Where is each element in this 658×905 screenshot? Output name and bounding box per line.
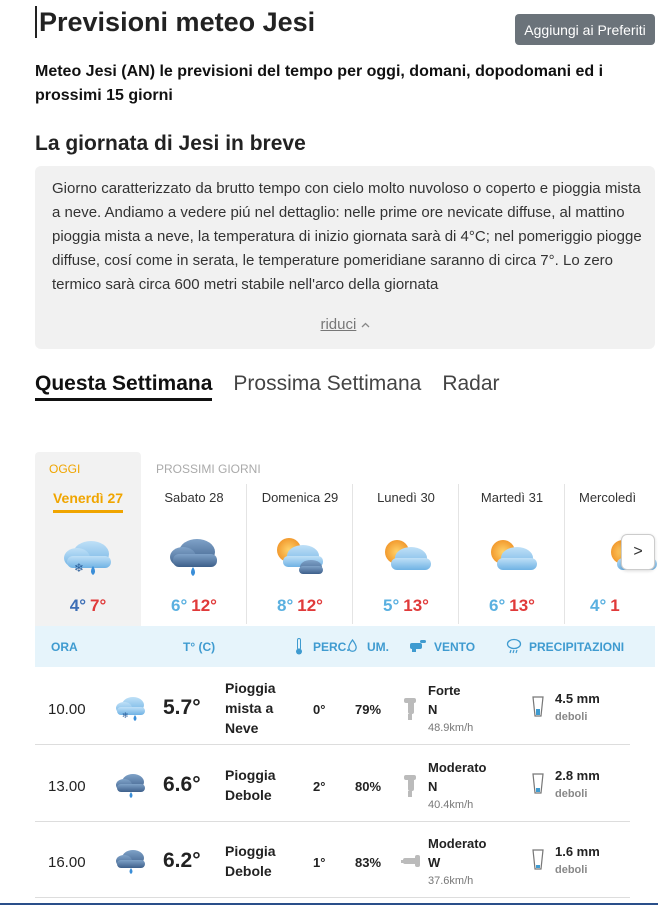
svg-text:❄: ❄ xyxy=(74,561,85,575)
wind-icon xyxy=(410,639,428,653)
brief-text: Giorno caratterizzato da brutto tempo con cielo molto nuvoloso o coperto e pioggia mista a neve. Andiamo a vedere piú nel dettaglio: nelle prime ore nevicate diffuse, al mattino pioggia mista a neve, la temperatura di inizio giornata sarà di 4°C; nel pomeriggio piogge diffuse, cosí come in serata, le temperature pomeridiane saranno di circa 7°. Lo zero termico sarà circa 600 metri stabile nell'arco della giornata xyxy=(52,180,642,293)
page-title: Previsioni meteo Jesi xyxy=(35,6,315,38)
forecast-table-header xyxy=(35,626,655,667)
day-min-temp: 8° xyxy=(277,596,294,615)
sun-clouds-icon xyxy=(269,530,331,582)
day-name: Martedì 31 xyxy=(480,490,544,505)
cloud-rain-icon xyxy=(113,846,149,876)
thermometer-icon xyxy=(295,638,303,655)
sun-cloud-icon xyxy=(481,530,543,582)
row-precipitation: 1.6 mm deboli xyxy=(555,844,600,876)
page-subtitle: Meteo Jesi (AN) le previsioni del tempo per oggi, domani, dopodomani ed i prossimi 15 giorni xyxy=(35,63,604,104)
tab-prossima-settimana[interactable]: Prossima Settimana xyxy=(233,372,422,395)
row-humidity: 83% xyxy=(355,855,382,870)
add-favorites-button[interactable]: Aggiungi ai Preferiti xyxy=(515,14,655,45)
day-card[interactable] xyxy=(141,484,247,627)
row-hour: 16.00 xyxy=(48,854,86,871)
day-min-temp: 5° xyxy=(383,596,400,615)
brief-heading: La giornata di Jesi in breve xyxy=(35,132,306,155)
day-name: Domenica 29 xyxy=(261,490,339,505)
day-name: Venerdì 27 xyxy=(53,490,123,513)
day-min-temp: 6° xyxy=(171,596,188,615)
row-temperature: 6.6° xyxy=(163,773,201,796)
row-hour: 13.00 xyxy=(48,778,86,795)
collapse-link-label[interactable]: riduci xyxy=(320,316,357,333)
day-max-temp: 13° xyxy=(403,596,429,615)
day-name: Sabato 28 xyxy=(164,490,224,505)
row-temperature: 5.7° xyxy=(163,696,201,719)
day-max-temp: 13° xyxy=(509,596,535,615)
week-tabs xyxy=(35,372,521,401)
row-description: Pioggia Debole xyxy=(225,767,276,803)
row-wind: Moderato N 40.4km/h xyxy=(428,760,487,811)
sun-cloud-icon xyxy=(375,530,437,582)
chevron-up-icon xyxy=(361,322,370,328)
brief-box xyxy=(35,166,655,349)
next-days-arrow-button[interactable]: > xyxy=(621,534,655,570)
rain-gauge-icon xyxy=(531,773,545,797)
table-row xyxy=(35,671,630,745)
cloud-snow-rain-icon xyxy=(57,530,119,582)
wind-direction-icon xyxy=(401,852,423,870)
rain-gauge-icon xyxy=(531,696,545,720)
tab-questa-settimana[interactable]: Questa Settimana xyxy=(35,372,212,401)
day-card-today[interactable] xyxy=(35,484,141,627)
day-card[interactable] xyxy=(247,484,353,627)
rain-gauge-icon xyxy=(531,849,545,873)
day-max-temp: 1 xyxy=(610,596,620,615)
row-precipitation: 4.5 mm deboli xyxy=(555,691,600,723)
col-temp: T° (C) xyxy=(183,640,216,654)
today-label: OGGI xyxy=(49,462,81,476)
cloud-rain-icon xyxy=(113,770,149,800)
next-days-label: PROSSIMI GIORNI xyxy=(156,462,261,476)
row-description: Pioggia mista a Neve xyxy=(225,680,276,736)
col-vento: VENTO xyxy=(434,640,476,654)
row-hour: 10.00 xyxy=(48,701,86,718)
col-ora: ORA xyxy=(51,640,78,654)
col-um: UM. xyxy=(367,640,389,654)
row-wind: Moderato W 37.6km/h xyxy=(428,836,487,887)
day-min-temp: 6° xyxy=(489,596,506,615)
row-perceived: 2° xyxy=(313,779,326,794)
row-description: Pioggia Debole xyxy=(225,843,276,879)
day-card[interactable] xyxy=(353,484,459,627)
day-min-temp: 4° xyxy=(590,596,607,615)
row-perceived: 0° xyxy=(313,702,326,717)
svg-text:❄: ❄ xyxy=(122,711,129,720)
day-min-temp: 4° xyxy=(69,596,86,615)
day-max-temp: 7° xyxy=(90,596,107,615)
wind-direction-icon xyxy=(401,696,421,722)
rain-cloud-icon xyxy=(506,638,522,654)
table-row xyxy=(35,824,630,898)
row-perceived: 1° xyxy=(313,855,326,870)
row-humidity: 80% xyxy=(355,779,382,794)
collapse-link[interactable] xyxy=(35,316,655,333)
drop-icon xyxy=(348,639,357,652)
cloud-rain-icon xyxy=(163,530,225,582)
row-precipitation: 2.8 mm deboli xyxy=(555,768,600,800)
days-strip xyxy=(35,452,658,627)
row-temperature: 6.2° xyxy=(163,849,201,872)
day-max-temp: 12° xyxy=(191,596,217,615)
wind-direction-icon xyxy=(401,773,421,799)
day-name: Lunedì 30 xyxy=(377,490,435,505)
col-precipitazioni: PRECIPITAZIONI xyxy=(529,640,625,654)
tab-radar[interactable]: Radar xyxy=(442,372,500,395)
row-humidity: 79% xyxy=(355,702,382,717)
col-perc: PERC. xyxy=(313,640,350,654)
cloud-snow-rain-icon xyxy=(113,693,149,723)
row-wind: Forte N 48.9km/h xyxy=(428,683,474,734)
day-name: Mercoledì xyxy=(579,490,637,505)
table-row xyxy=(35,748,630,822)
day-card[interactable] xyxy=(459,484,565,627)
day-max-temp: 12° xyxy=(297,596,323,615)
